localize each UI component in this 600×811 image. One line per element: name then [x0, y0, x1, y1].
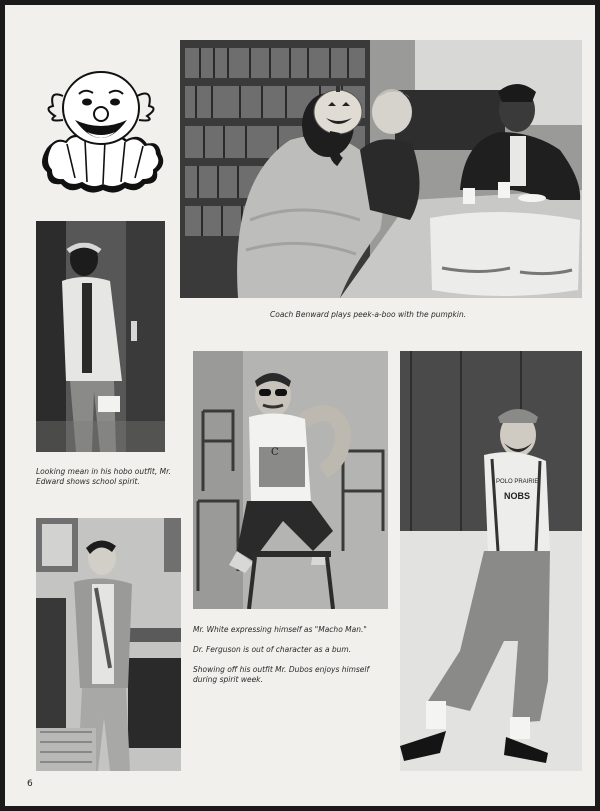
shirt-text-macho: C	[271, 447, 279, 458]
shirt-text-dubos-2: NOBS	[504, 491, 531, 501]
photo-hobo	[36, 221, 165, 452]
caption-bum: Dr. Ferguson is out of character as a bum.	[193, 645, 352, 654]
caption-pumpkin: Coach Benward plays peek-a-boo with the pumpkin.	[270, 310, 467, 319]
caption-macho: Mr. White expressing himself as "Macho Man."	[193, 625, 367, 634]
caption-dubos: Showing off his outfit Mr. Dubos enjoys himself during spirit week.	[193, 665, 370, 684]
yearbook-page	[5, 5, 595, 806]
caption-hobo: Looking mean in his hobo outfit, Mr. Edward shows school spirit.	[36, 467, 171, 486]
page-number: 6	[27, 779, 33, 789]
photo-dubos	[400, 351, 582, 771]
photo-macho	[193, 351, 388, 609]
clown-logo	[35, 60, 170, 195]
photo-pumpkin	[180, 40, 582, 298]
shirt-text-dubos-1: POLO PRAIRIE	[496, 479, 539, 485]
photo-bum	[36, 518, 181, 771]
